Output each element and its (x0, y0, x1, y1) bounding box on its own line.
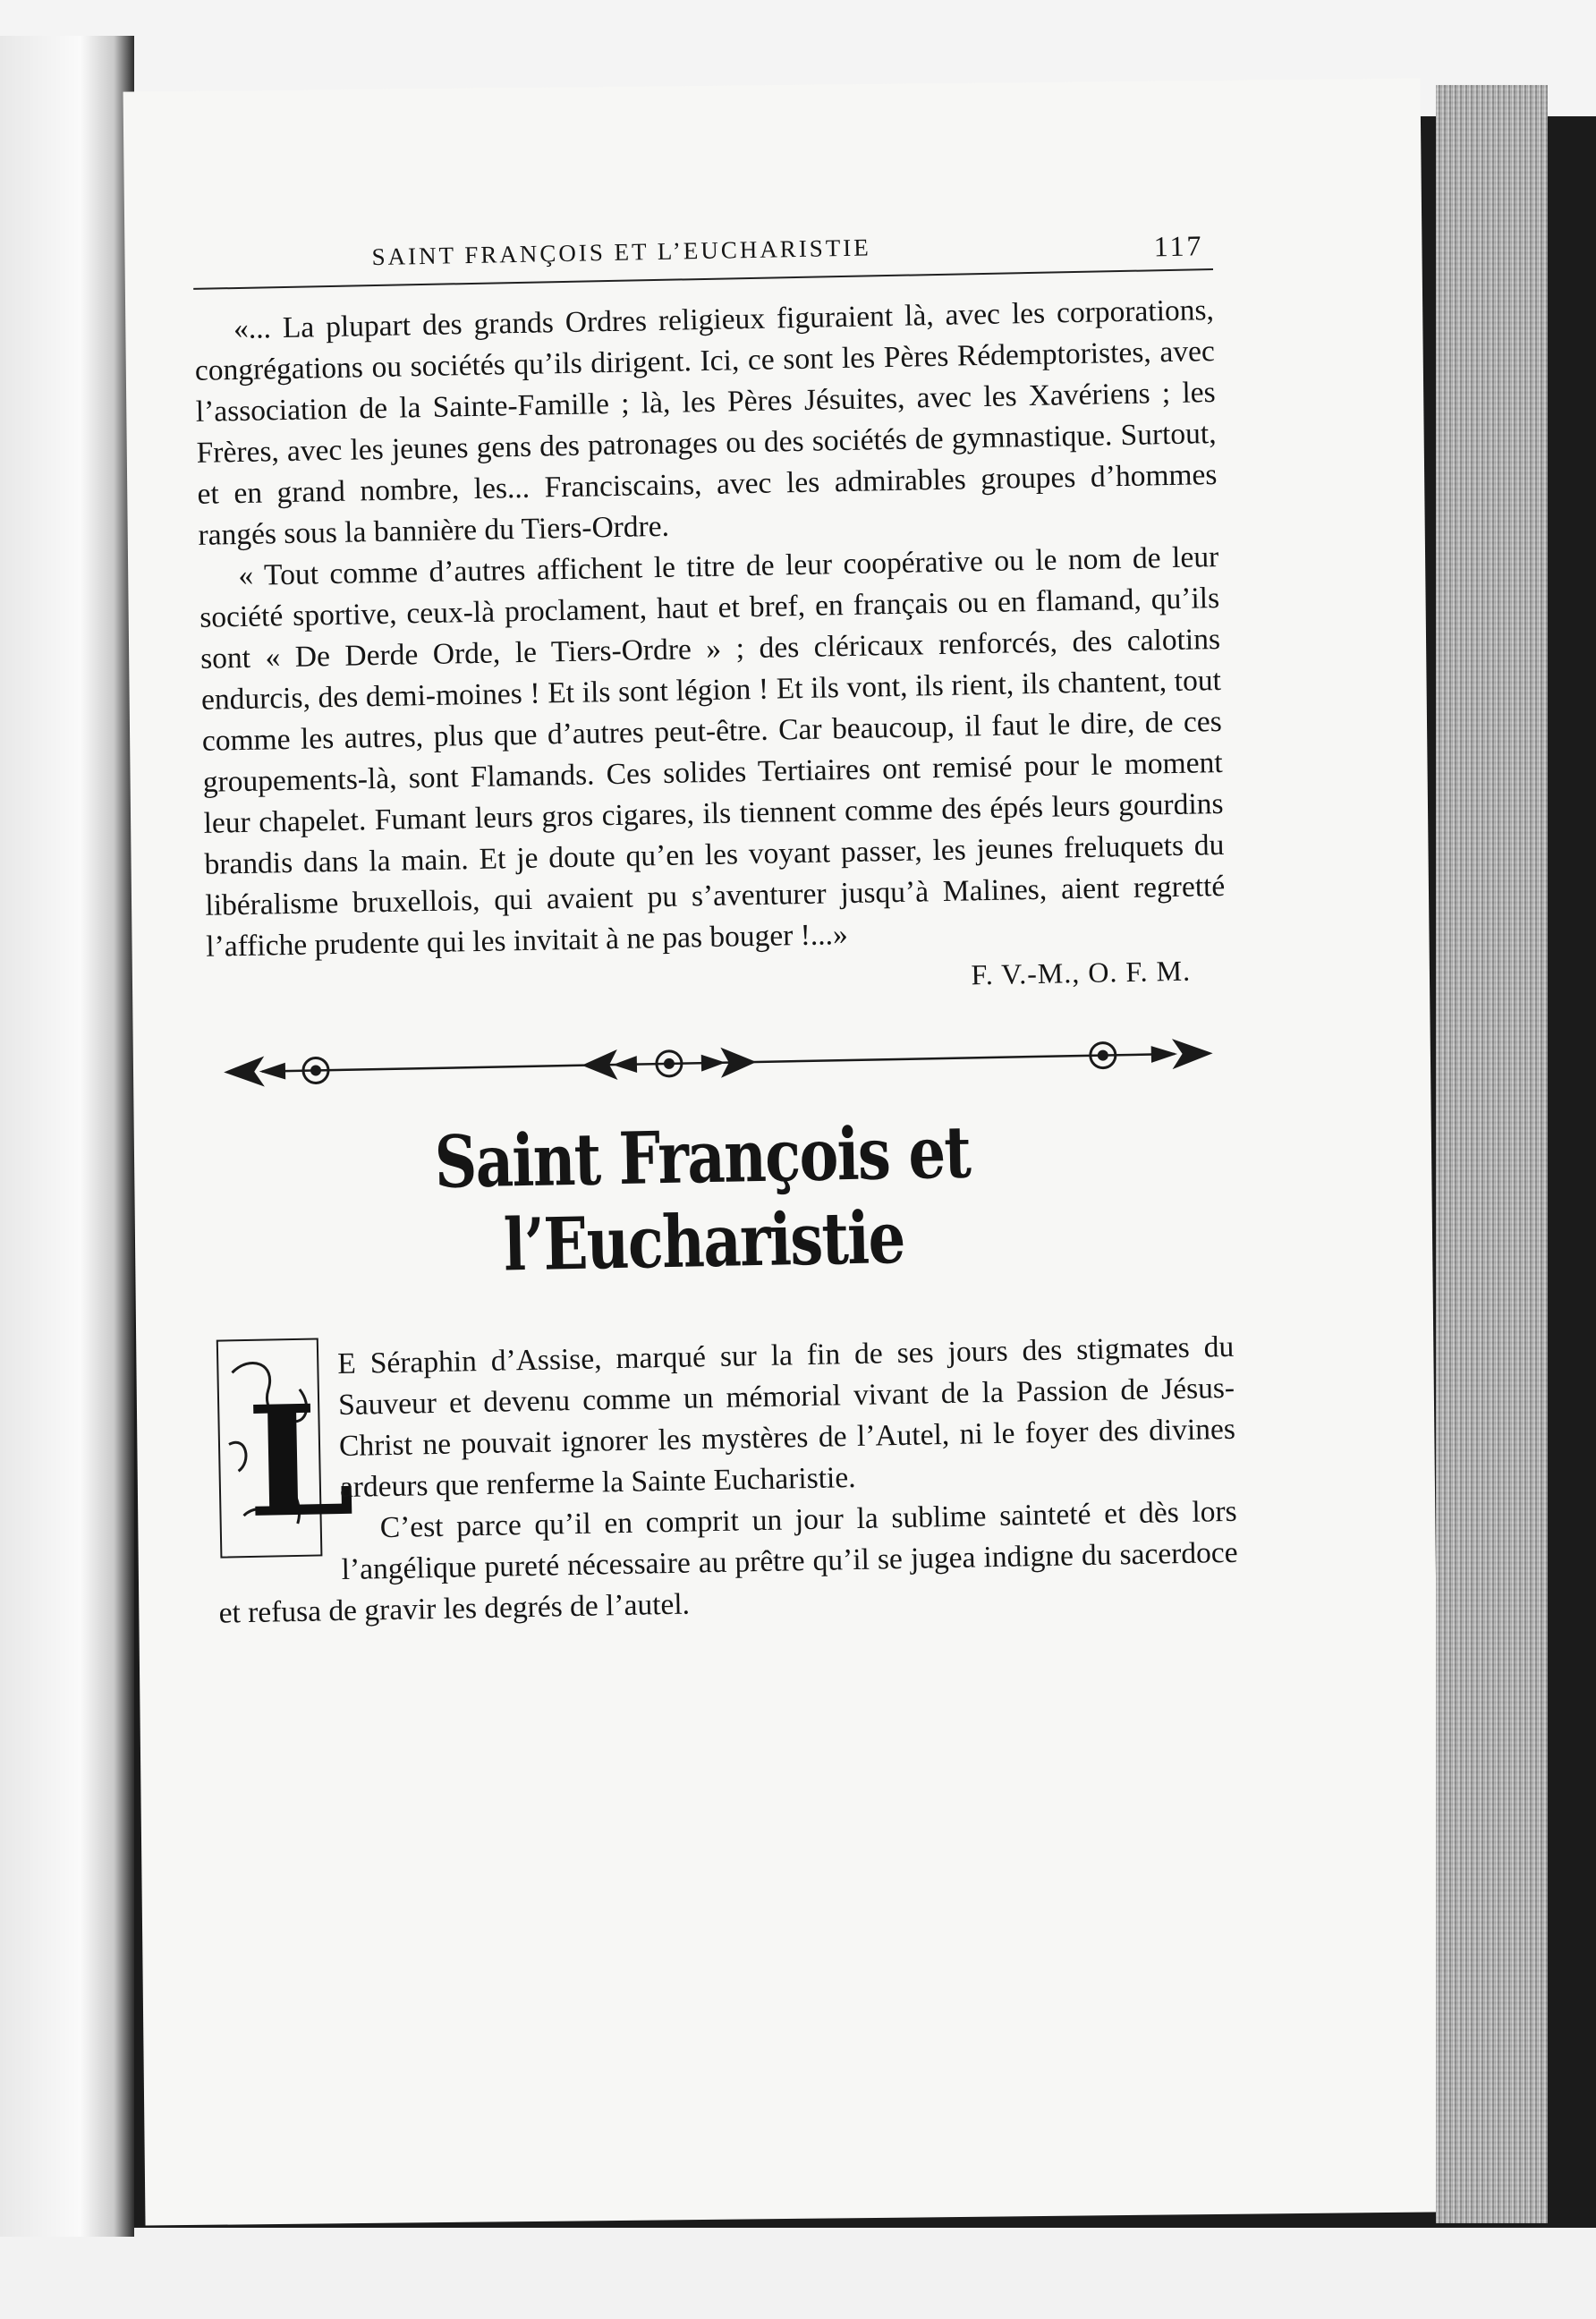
page-stack-edges (1436, 85, 1548, 2223)
page-number: 117 (1153, 229, 1204, 263)
floral-divider-ornament (208, 1026, 1228, 1100)
scan-bottom-margin (0, 2228, 1596, 2319)
article-body (214, 1327, 1239, 1635)
quote-paragraph-2: « Tout comme d’autres affichent le titre de leur coopérative ou le nom de leur société sportive, ceux-là proclament, haut et bref, en français ou en flamand, qu’ils sont « De Derde Orde, le Tiers-Ordre » ; des cléricaux renforcés, des calotins endurcis, des demi-moines ! Et ils sont légion ! Et ils vont, ils rient, ils chantent, tout comme les autres, plus que d’autres peut-être. Car beaucoup, il faut le dire, de ces groupements-là, sont Flamands. Ces solides Tertiaires ont remisé pour le moment leur chapelet. Fumant leurs gros cigares, ils tiennent comme des épés leurs gourdins brandis dans la main. Et je doute qu’en les voyant passer, les jeunes freluquets du libéralisme bruxellois, qui avaient pu s’aventurer jusqu’à Malines, aient regretté l’affiche prudente qui les invitait à ne pas bouger !...» (199, 539, 1226, 964)
first-word-remainder: E (336, 1346, 357, 1381)
page-content (192, 218, 1249, 2161)
article-heading: Saint François et l’Eucharistie (433, 1109, 971, 1287)
quotation (194, 290, 1227, 968)
facing-page-edge (0, 36, 134, 2237)
article-paragraph-2: C’est parce qu’il en comprit un jour la sublime sainteté et dès lors l’angélique pureté nécessaire au prêtre qu’il se jugea indigne du sacerdoce et refusa de gravir les degrés de l’autel. (218, 1494, 1238, 1630)
quote-paragraph-1: «... La plupart des grands Ordres religieux figuraient là, avec les corporations, congrégations ou sociétés qu’ils dirigent. Ici, ce sont les Pères Rédemptoristes, avec l’association de la Sainte-Famille ; là, les Pères Jésuites, avec les Xavériens ; les Frères, avec les jeunes gens des patronages ou des sociétés de gymnastique. Surtout, et en grand nombre, les... Franciscains, avec les admirables groupes d’hommes rangés sous la bannière du Tiers-Ordre. (194, 293, 1218, 552)
decorated-initial-L (214, 1335, 356, 1560)
quote-signature: F. V.-M., O. F. M. (971, 954, 1192, 991)
article-paragraph-1-text: Séraphin d’Assise, marqué sur la fin de ses jours des stigmates du Sauveur et devenu comme un mémorial vivant de la Passion de Jésus-Christ ne pouvait ignorer les mystères de l’Autel, ni le foyer des divines ardeurs que renferme la Sainte Eucharistie. (337, 1329, 1236, 1505)
dropcap-letter: L (245, 1371, 356, 1552)
article-paragraph-1 (214, 1327, 1236, 1511)
running-title: SAINT FRANÇOIS ET L’EUCHARISTIE (371, 234, 872, 271)
